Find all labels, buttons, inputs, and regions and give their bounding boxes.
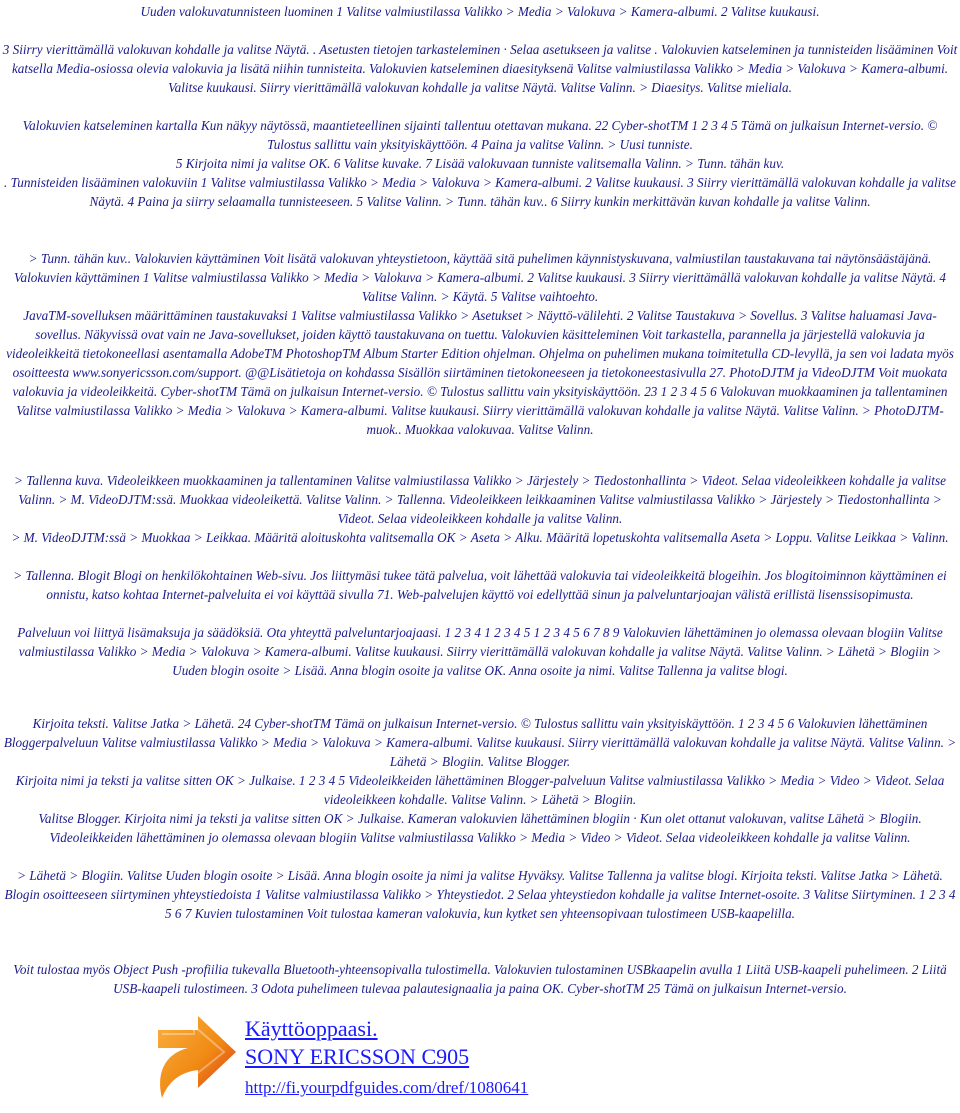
paragraph-photo-viewing: 3 Siirry vierittämällä valokuvan kohdalle ja valitse Näytä. . Asetusten tietojen tarkasteleminen · Selaa asetukseen ja valitse . Valokuvien katseleminen ja tunnisteiden lisääminen Voit katsella Media-osiossa olevia valokuvia ja lisätä niihin tunnisteita. Valokuvien katseleminen diaesityksenä Valitse valmiustilassa Valikko > Media > Valokuva > Kamera-albumi. Valitse kuukausi. Siirry vierittämällä valokuvan kohdalle ja valitse Näytä. Valitse Valinn. > Diaesitys. Valitse mieliala. <box>2 42 958 95</box>
paragraph-usb-print: Voit tulostaa myös Object Push -profiilia tukevalla Bluetooth-yhteensopivalla tulostimella. Valokuvien tulostaminen USBkaapelin avulla 1 Liitä USB-kaapeli puhelimeen. 2 Liitä USB-kaapeli tulostimeen. 3 Odota puhelimeen tulevaa palautesignaalia ja paina OK. Cyber-shotTM 25 Tämä on julkaisun Internet-versio. <box>13 962 947 996</box>
paragraph-video-trim: > M. VideoDJTM:ssä > Muokkaa > Leikkaa. Määritä aloituskohta valitsemalla OK > Aseta > Alku. Määritä lopetuskohta valitsemalla Aseta > Loppu. Valitse Leikkaa > Valinn. <box>11 530 949 545</box>
paragraph-camera-blog: Valitse Blogger. Kirjoita nimi ja teksti ja valitse sitten OK > Julkaise. Kameran valokuvien lähettäminen blogiin · Kun olet ottanut valokuvan, valitse Lähetä > Blogiin. Videoleikkeiden lähettäminen jo olemassa olevaan blogiin Valitse valmiustilassa Valikko > Media > Video > Videot. Selaa videoleikkeen kohdalle ja valitse Valinn. <box>38 811 922 845</box>
paragraph-add-tags: . Tunnisteiden lisääminen valokuviin 1 Valitse valmiustilassa Valikko > Media > Valokuva > Kamera-albumi. 2 Valitse kuukausi. 3 Siirry vierittämällä valokuvan kohdalle ja valitse Näytä. 4 Paina ja siirry selaamalla tunnisteeseen. 5 Valitse Valinn. > Tunn. tähän kuv.. 6 Siirry kunkin merkittävän kuvan kohdalle ja valitse Valinn. <box>4 175 956 209</box>
paragraph-photo-tag-create: Uuden valokuvatunnisteen luominen 1 Valitse valmiustilassa Valikko > Media > Valokuva > Kamera-albumi. 2 Valitse kuukausi. <box>140 4 820 19</box>
footer <box>0 1008 960 1113</box>
download-url-link[interactable]: http://fi.yourpdfguides.com/dref/1080641 <box>245 1078 529 1097</box>
paragraph-blogger-photos: Kirjoita teksti. Valitse Jatka > Lähetä. 24 Cyber-shotTM Tämä on julkaisun Internet-versio. © Tulostus sallittu vain yksityiskäyttöön. 1 2 3 4 5 6 Valokuvien lähettäminen Bloggerpalveluun Valitse valmiustilassa Valikko > Media > Valokuva > Kamera-albumi. Valitse kuukausi. Siirry vierittämällä valokuvan kohdalle ja valitse Näytä. Valitse Valinn. > Lähetä > Blogiin. Valitse Blogger. <box>3 716 957 769</box>
paragraph-video-edit: > Tallenna kuva. Videoleikkeen muokkaaminen ja tallentaminen Valitse valmiustilassa Valikko > Järjestely > Tiedostonhallinta > Videot. Selaa videoleikkeen kohdalle ja valitse Valinn. > M. VideoDJTM:ssä. Muokkaa videoleikettä. Valitse Valinn. > Tallenna. Videoleikkeen leikkaaminen Valitse valmiustilassa Valikko > Järjestely > Tiedostonhallinta > Videot. Selaa videoleikkeen kohdalle ja valitse Valinn. <box>14 473 946 526</box>
paragraph-blog-upload: Palveluun voi liittyä lisämaksuja ja säädöksiä. Ota yhteyttä palveluntarjoajaasi. 1 2 3 4 1 2 3 4 5 1 2 3 4 5 6 7 8 9 Valokuvien lähettäminen jo olemassa olevaan blogiin Valitse valmiustilassa Valikko > Media > Valokuva > Kamera-albumi. Valitse kuukausi. Siirry vierittämällä valokuvan kohdalle ja valitse Näytä. Valitse Valinn. > Lähetä > Blogiin > Uuden blogin osoite > Lisää. Anna blogin osoite ja valitse OK. Anna osoite ja nimi. Valitse Tallenna ja valitse blogi. <box>17 625 943 678</box>
user-guide-link[interactable]: Käyttöoppaasi. <box>245 1016 378 1041</box>
paragraph-new-tag: 5 Kirjoita nimi ja valitse OK. 6 Valitse kuvake. 7 Lisää valokuvaan tunniste valitsemalla Valinn. > Tunn. tähän kuv. <box>175 156 785 171</box>
paragraph-printing: > Lähetä > Blogiin. Valitse Uuden blogin osoite > Lisää. Anna blogin osoite ja nimi ja valitse Hyväksy. Valitse Tallenna ja valitse blogi. Kirjoita teksti. Valitse Jatka > Lähetä. Blogin osoitteeseen siirtyminen yhteystiedoista 1 Valitse valmiustilassa Valikko > Yhteystiedot. 2 Selaa yhteystiedon kohdalle ja valitse Internet-osoite. 3 Valitse Siirtyminen. 1 2 3 4 5 6 7 Kuvien tulostaminen Voit tulostaa kameran valokuvia, kun kytket sen yhteensopivaan tulostimeen USB-kaapelilla. <box>4 868 956 921</box>
paragraph-blogger-videos: Kirjoita nimi ja teksti ja valitse sitten OK > Julkaise. 1 2 3 4 5 Videoleikkeiden lähettäminen Blogger-palveluun Valitse valmiustilassa Valikko > Media > Video > Videot. Selaa videoleikkeen kohdalle. Valitse Valinn. > Lähetä > Blogiin. <box>15 773 945 807</box>
paragraph-blogs: > Tallenna. Blogit Blogi on henkilökohtainen Web-sivu. Jos liittymäsi tukee tätä palvelua, voit lähettää valokuvia tai videoleikkeitä blogeihin. Jos blogitoiminnon käyttäminen ei onnistu, katso kohtaa Internet-palveluita ei voi käyttää sivulla 71. Web-palvelujen käyttö voi edellyttää sinun ja palveluntarjoajan välistä erillistä lisenssisopimusta. <box>13 568 947 602</box>
paragraph-java-wallpaper: JavaTM-sovelluksen määrittäminen taustakuvaksi 1 Valitse valmiustilassa Valikko > Asetukset > Näyttö-välilehti. 2 Valitse Taustakuva > Sovellus. 3 Valitse haluamasi Java-sovellus. Näkyvissä ovat vain ne Java-sovellukset, joiden käyttö taustakuvana on tuettu. Valokuvien käsitteleminen Voit tarkastella, parannella ja järjestellä valokuvia ja videoleikkeitä tietokoneellasi asentamalla AdobeTM PhotoshopTM Album Starter Edition ohjelman. Ohjelma on puhelimen mukana toimitetulla CD-levyllä, ja sen voi ladata myös osoitteesta www.sonyericsson.com/support. @@Lisätietoja on kohdassa Sisällön siirtäminen tietokoneeseen ja tietokoneestasivulla 27. PhotoDJTM ja VideoDJTM Voit muokata valokuvia ja videoleikkeitä. Cyber-shotTM Tämä on julkaisun Internet-versio. © Tulostus sallittu vain yksityiskäyttöön. 23 1 2 3 4 5 6 Valokuvan muokkaaminen ja tallentaminen Valitse valmiustilassa Valikko > Media > Valokuva > Kamera-albumi. Valitse kuukausi. Siirry vierittämällä valokuvan kohdalle ja valitse Näytä. Valitse Valinn. > PhotoDJTM-muok.. Muokkaa valokuvaa. Valitse Valinn. <box>6 308 954 437</box>
paragraph-photo-map: Valokuvien katseleminen kartalla Kun näkyy näytössä, maantieteellinen sijainti tallentuu otettavan mukana. 22 Cyber-shotTM 1 2 3 4 5 Tämä on julkaisun Internet-versio. © Tulostus sallittu vain yksityiskäyttöön. 4 Paina ja valitse Valinn. > Uusi tunniste. <box>22 118 938 152</box>
paragraph-using-photos: > Tunn. tähän kuv.. Valokuvien käyttäminen Voit lisätä valokuvan yhteystietoon, käyttää sitä puhelimen käynnistyskuvana, valmiustilan taustakuvana tai näytönsäästäjänä. Valokuvien käyttäminen 1 Valitse valmiustilassa Valikko > Media > Valokuva > Kamera-albumi. 2 Valitse kuukausi. 3 Siirry vierittämällä valokuvan kohdalle ja valitse Näytä. 4 Valitse Valinn. > Käytä. 5 Valitse vaihtoehto. <box>13 251 947 304</box>
pdf-guide-arrow-icon <box>150 1012 240 1102</box>
product-name-link[interactable]: SONY ERICSSON C905 <box>245 1044 470 1069</box>
